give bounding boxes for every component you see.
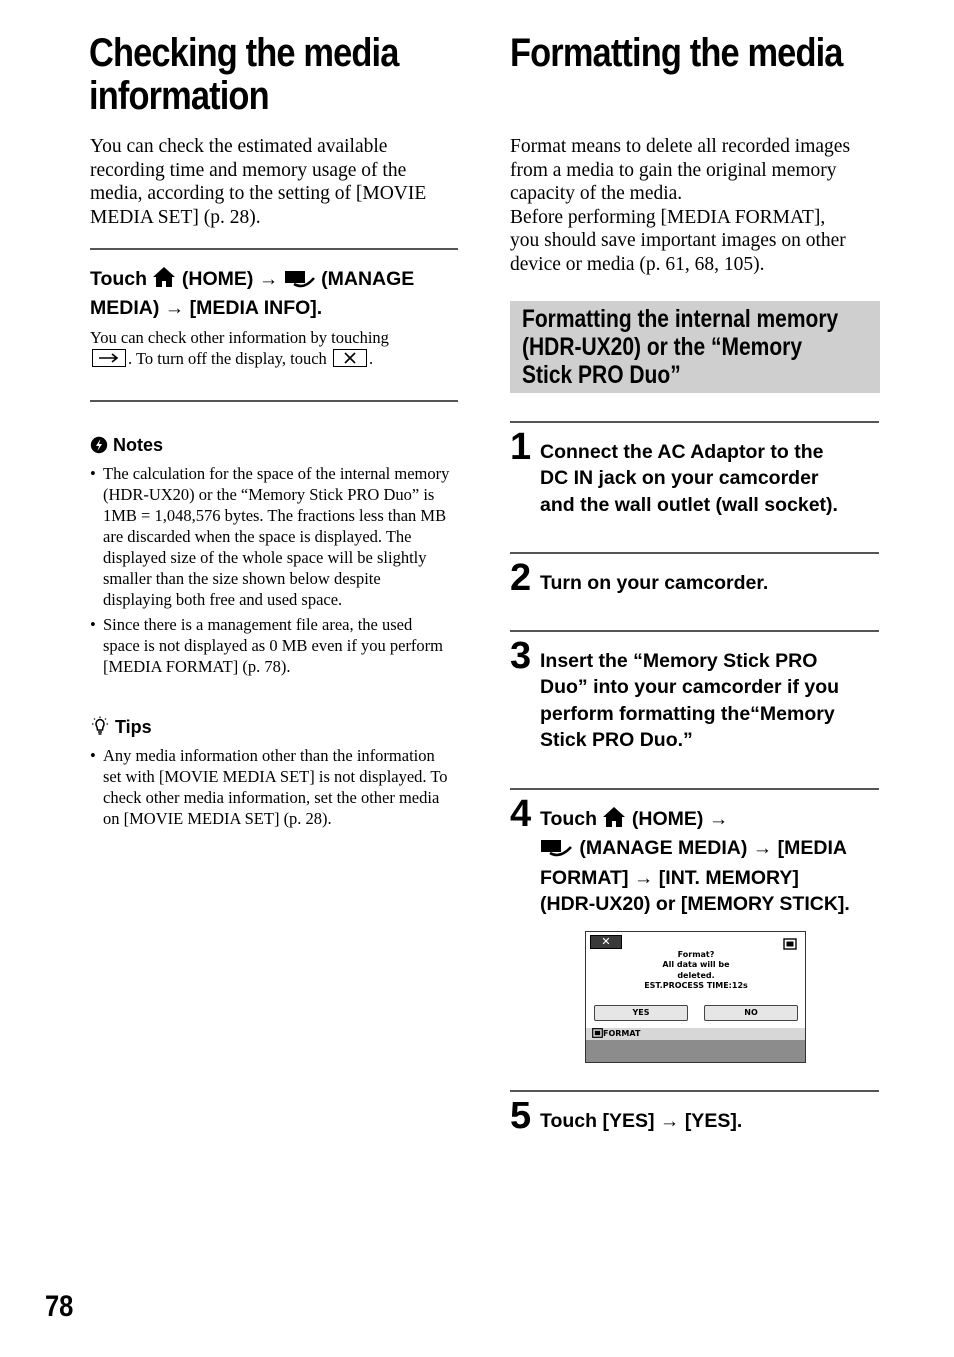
page-number: 78 <box>45 1290 74 1323</box>
dialog-line: Format? <box>677 950 715 959</box>
notes-list <box>90 463 450 681</box>
step-line: Insert the “Memory Stick PRO <box>540 650 818 672</box>
left-intro-line: recording time and memory usage of the <box>90 159 407 181</box>
right-intro-line: Before performing [MEDIA FORMAT], <box>510 206 826 228</box>
touch-yes-label: Touch [YES] <box>540 1110 655 1132</box>
left-intro-line: You can check the estimated available <box>90 136 388 157</box>
screen-bottom-bar <box>586 1040 805 1062</box>
right-intro-line: capacity of the media. <box>510 183 683 204</box>
left-title-line1: Checking the media <box>89 31 399 75</box>
info-line-end: . <box>368 349 374 368</box>
step-number: 4 <box>510 793 532 835</box>
step-line: DC IN jack on your camcorder <box>540 467 819 490</box>
right-intro-line: device or media (p. 61, 68, 105). <box>510 253 765 275</box>
media-info-label: [MEDIA INFO]. <box>189 297 323 319</box>
left-intro-line: MEDIA SET] (p. 28). <box>90 206 261 228</box>
manage-label-1: (MANAGE <box>321 268 415 290</box>
divider <box>90 248 458 250</box>
tips-lightbulb-icon <box>90 716 110 741</box>
step-2-text <box>540 570 885 596</box>
manage-media-icon <box>284 268 316 295</box>
home-label: (HOME) <box>181 268 254 290</box>
step-line: Turn on your camcorder. <box>540 572 769 594</box>
arrow-icon: → <box>633 866 654 889</box>
subheading-line: Formatting the internal memory <box>522 305 839 333</box>
right-intro-line: from a media to gain the original memory <box>510 159 837 181</box>
next-arrow-icon <box>92 349 126 367</box>
step-5-text <box>540 1108 885 1134</box>
subheading-line: Stick PRO Duo” <box>522 361 681 389</box>
subheading <box>522 305 875 389</box>
step-divider <box>510 552 879 554</box>
arrow-icon: → <box>659 1110 680 1132</box>
tips-heading <box>90 716 152 741</box>
left-title-line2: information <box>89 74 269 118</box>
screen-footer-label: FORMAT <box>603 1029 641 1038</box>
step-line: Stick PRO Duo.” <box>540 728 693 751</box>
arrow-icon: → <box>164 297 185 319</box>
format-dialog-message <box>616 950 776 992</box>
step-1-text <box>540 439 885 518</box>
manage-media-label: (MANAGE MEDIA) <box>579 837 748 860</box>
left-title <box>89 32 467 118</box>
notes-heading-text: Notes <box>113 435 164 455</box>
home-icon <box>602 806 626 835</box>
screen-footer <box>586 1028 805 1040</box>
subheading-box <box>510 301 880 393</box>
right-title: Formatting the media <box>510 31 843 75</box>
tips-heading-text: Tips <box>115 717 152 737</box>
step-line: Connect the AC Adaptor to the <box>540 441 824 463</box>
memory-stick-label: (HDR-UX20) or [MEMORY STICK]. <box>540 892 850 915</box>
format-label: FORMAT] <box>540 866 629 889</box>
arrow-icon: → <box>708 808 729 830</box>
note-item: • The calculation for the space of the internal memory (HDR-UX20) or the “Memory Stick PRO Duo” is 1MB = 1,048,576 bytes. The fractions less than MB are discarded when the space is displayed. The displayed size of the whole space will be slightly smaller than the size shown below despite displaying both free and used space. <box>90 463 450 610</box>
step-line: and the wall outlet (wall socket). <box>540 493 838 516</box>
left-instruction <box>90 266 470 321</box>
touch-label: Touch <box>90 268 148 290</box>
step-number: 5 <box>510 1095 532 1137</box>
manage-media-icon <box>540 837 574 864</box>
touch-label: Touch <box>540 808 598 830</box>
step-number: 2 <box>510 557 532 599</box>
dialog-line: EST.PROCESS TIME:12s <box>644 981 748 991</box>
manage-label-2: MEDIA) <box>90 297 160 319</box>
info-line-2: . To turn off the display, touch <box>128 349 327 368</box>
notes-heading <box>90 434 163 459</box>
memory-icon <box>783 935 797 954</box>
arrow-icon: → <box>258 268 279 290</box>
left-info-text <box>90 327 470 369</box>
step-divider <box>510 1090 879 1092</box>
home-label: (HOME) <box>631 808 704 830</box>
right-intro <box>510 135 890 276</box>
yes-button[interactable]: YES <box>594 1005 688 1021</box>
note-item: • Since there is a management file area, the used space is not displayed as 0 MB even if you perform [MEDIA FORMAT] (p. 78). <box>90 614 450 677</box>
step-number: 3 <box>510 635 532 677</box>
left-intro-line: media, according to the setting of [MOVIE <box>90 183 427 204</box>
close-icon <box>333 349 367 367</box>
media-label: [MEDIA <box>777 837 847 860</box>
info-line-1: You can check other information by touching <box>90 328 389 347</box>
divider <box>90 400 458 402</box>
step-3-text <box>540 648 885 753</box>
step-divider <box>510 630 879 632</box>
left-intro <box>90 135 470 229</box>
arrow-icon: → <box>752 837 773 860</box>
int-memory-label: [INT. MEMORY] <box>658 866 799 889</box>
right-intro-line: Format means to delete all recorded images <box>510 136 851 157</box>
step-line: perform formatting the“Memory <box>540 702 835 725</box>
no-button[interactable]: NO <box>704 1005 798 1021</box>
step-divider <box>510 421 879 423</box>
step-4-text <box>540 806 885 917</box>
tips-list <box>90 745 450 833</box>
dialog-line: deleted. <box>677 970 715 980</box>
dialog-line: All data will be <box>662 960 730 970</box>
step-line: Duo” into your camcorder if you <box>540 676 840 699</box>
format-screen <box>585 931 806 1063</box>
yes-label: [YES]. <box>684 1110 743 1132</box>
subheading-line: (HDR-UX20) or the “Memory <box>522 333 803 361</box>
step-divider <box>510 788 879 790</box>
right-intro-line: you should save important images on other <box>510 230 846 251</box>
step-number: 1 <box>510 426 532 468</box>
tip-item: • Any media information other than the information set with [MOVIE MEDIA SET] is not displayed. To check other media information, set the other media on [MOVIE MEDIA SET] (p. 28). <box>90 745 450 829</box>
screen-close-button[interactable]: ✕ <box>590 935 622 949</box>
home-icon <box>152 266 176 295</box>
notes-icon <box>90 436 108 459</box>
